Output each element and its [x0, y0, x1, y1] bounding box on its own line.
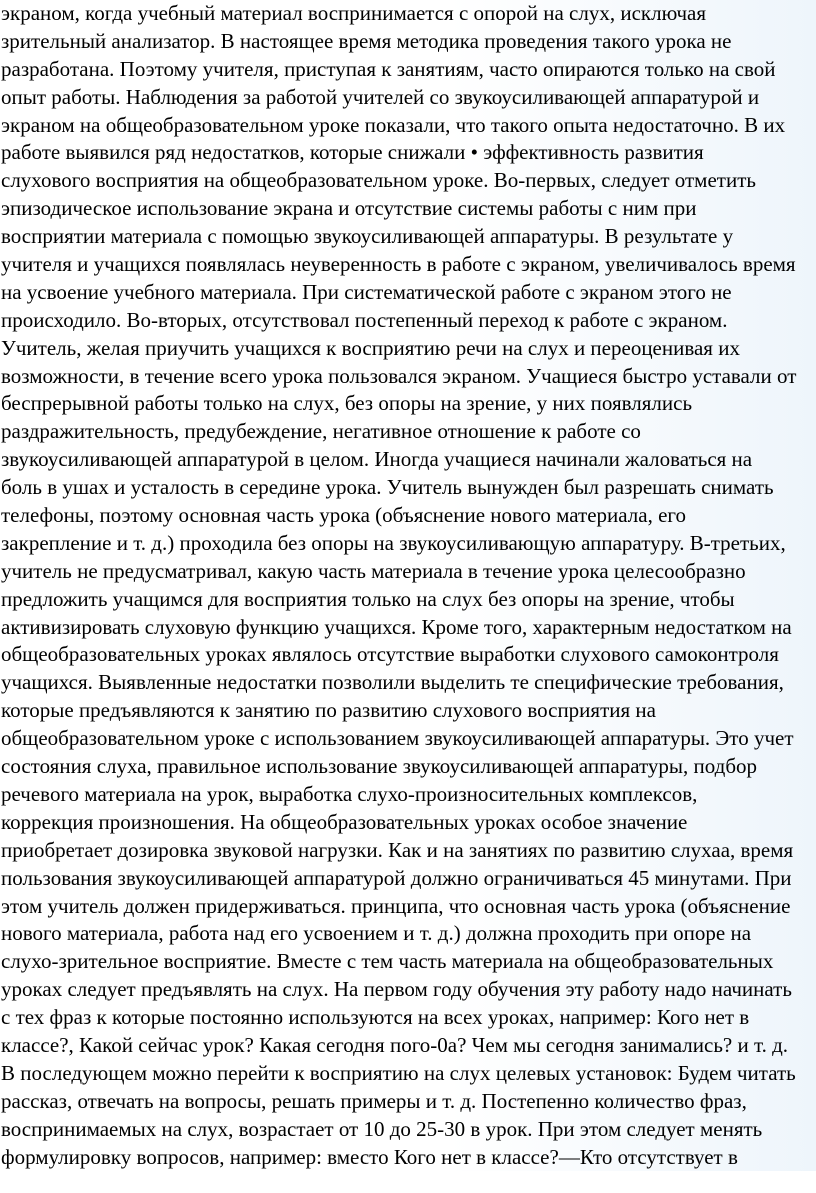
- text-line: приобретает дозировка звуковой нагрузки. Как и на занятиях по развитию слухаа, время: [1, 837, 794, 862]
- text-line: которые предъявляются к занятию по развитию слухового восприятия на: [1, 698, 656, 723]
- text-line: рассказ, отвечать на вопросы, решать примеры и т. д. Постепенно количество фраз,: [1, 1088, 747, 1113]
- text-line: этом учитель должен придерживаться. принципа, что основная часть урока (объяснение: [1, 893, 791, 918]
- text-line: учитель не предусматривал, какую часть материала в течение урока целесообразно: [1, 558, 746, 583]
- text-line: коррекция произношения. На общеобразовательных уроках особое значение: [1, 809, 688, 834]
- text-line: Учитель, желая приучить учащихся к восприятию речи на слух и переоценивая их: [1, 335, 740, 360]
- text-line: формулировку вопросов, например: вместо Кого нет в классе?—Кто отсутствует в: [1, 1144, 738, 1169]
- text-line: звукоусиливающей аппаратурой в целом. Иногда учащиеся начинали жаловаться на: [1, 447, 753, 472]
- text-line: разработана. Поэтому учителя, приступая к занятиям, часто опираются только на свой: [1, 56, 776, 81]
- text-line: боль в ушах и усталость в середине урока. Учитель вынужден был разрешать снимать: [1, 475, 774, 500]
- text-line: воспринимаемых на слух, возрастает от 10 до 25-30 в урок. При этом следует менять: [1, 1116, 763, 1141]
- text-line: беспрерывной работы только на слух, без опоры на зрение, у них появлялись: [1, 391, 693, 416]
- text-line: телефоны, поэтому основная часть урока (объяснение нового материала, его: [1, 503, 687, 528]
- text-line: В последующем можно перейти к восприятию на слух целевых установок: Будем читать: [1, 1060, 796, 1085]
- text-line: классе?, Какой сейчас урок? Какая сегодня пого-0а? Чем мы сегодня занимались? и т. д.: [1, 1032, 788, 1057]
- text-line: восприятии материала с помощью звукоусиливающей аппаратуры. В результате у: [1, 224, 734, 249]
- text-line: на усвоение учебного материала. При систематической работе с экраном этого не: [1, 279, 732, 304]
- text-line: экраном, когда учебный материал воспринимается с опорой на слух, исключая: [1, 1, 707, 25]
- text-line: общеобразовательном уроке с использованием звукоусиливающей аппаратуры. Это учет: [1, 726, 794, 751]
- text-line: возможности, в течение всего урока пользовался экраном. Учащиеся быстро уставали от: [1, 363, 797, 388]
- text-line: слухо-зрительное восприятие. Вместе с тем часть материала на общеобразовательных: [1, 949, 774, 974]
- text-line: пользования звукоусиливающей аппаратурой должно ограничиваться 45 минутами. При: [1, 865, 792, 890]
- text-line: закрепление и т. д.) проходила без опоры на звукоусиливающую аппаратуру. В-третьих,: [1, 530, 786, 555]
- text-line: состояния слуха, правильное использование звукоусиливающей аппаратуры, подбор: [1, 754, 758, 779]
- text-line: учащихся. Выявленные недостатки позволили выделить те специфические требования,: [1, 670, 784, 695]
- text-line: экраном на общеобразовательном уроке показали, что такого опыта недостаточно. В их: [1, 112, 786, 137]
- text-line: зрительный анализатор. В настоящее время методика проведения такого урока не: [1, 28, 732, 53]
- text-line: происходило. Во-вторых, отсутствовал постепенный переход к работе с экраном.: [1, 307, 728, 332]
- text-line: слухового восприятия на общеобразовательном уроке. Во-первых, следует отметить: [1, 168, 756, 193]
- text-line: речевого материала на урок, выработка слухо-произносительных комплексов,: [1, 781, 698, 806]
- text-line: нового материала, работа над его усвоением и т. д.) должна проходить при опоре на: [1, 921, 752, 946]
- text-line: работе выявился ряд недостатков, которые снижали • эффективность развития: [1, 140, 704, 165]
- text-line: с тех фраз к которые постоянно используются на всех уроках, например: Кого нет в: [1, 1005, 750, 1030]
- text-line: учителя и учащихся появлялась неуверенность в работе с экраном, увеличивалось время: [1, 252, 796, 277]
- text-line: предложить учащимся для восприятия только на слух без опоры на зрение, чтобы: [1, 586, 735, 611]
- text-line: уроках следует предъявлять на слух. На первом году обучения эту работу надо начинать: [1, 977, 792, 1002]
- text-line: общеобразовательных уроках являлось отсутствие выработки слухового самоконтроля: [1, 642, 779, 667]
- text-line: эпизодическое использование экрана и отсутствие системы работы с ним при: [1, 196, 697, 221]
- text-line: опыт работы. Наблюдения за работой учителей со звукоусиливающей аппаратурой и: [1, 84, 760, 109]
- text-line: активизировать слуховую функцию учащихся. Кроме того, характерным недостатком на: [1, 614, 792, 639]
- text-line: раздражительность, предубеждение, негативное отношение к работе со: [1, 419, 641, 444]
